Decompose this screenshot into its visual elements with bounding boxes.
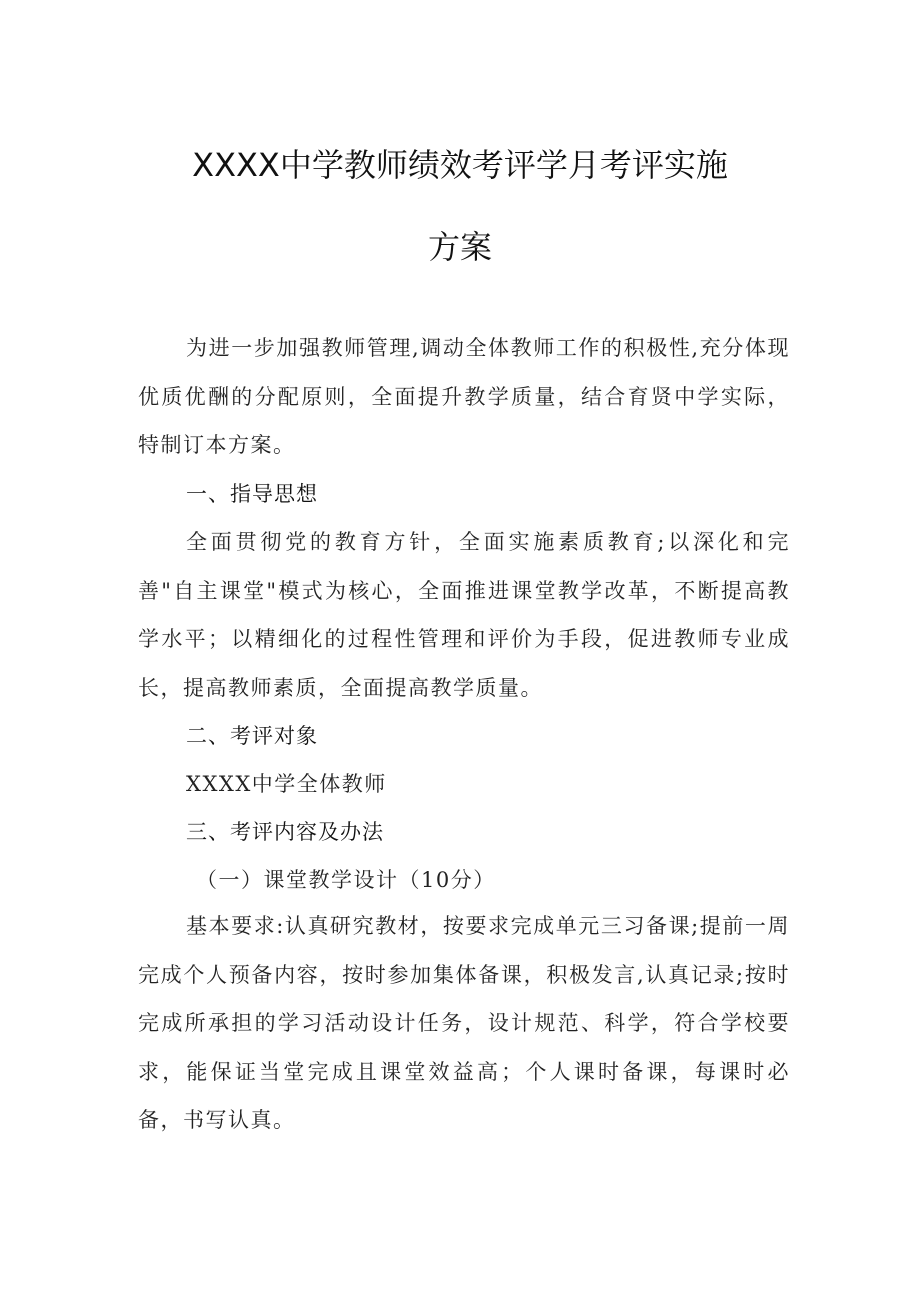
section-3-heading: 三、考评内容及办法 [186,820,384,844]
section-2-heading: 二、考评对象 [186,724,318,748]
document-title-line-2: 方案 [427,228,492,266]
subsection-1-body: 基本要求:认真研究教材，按要求完成单元三习备课;提前一周完成个人预备内容，按时参加集体备课，积极发言,认真记录;按时完成所承担的学习活动设计任务，设计规范、科学，符合学校要求，能保证当堂完成且课堂效益高；个人课时备课，每课时必备，书写认真。 [138,914,790,1132]
document-title-line-1: XXXX中学教师绩效考评学月考评实施 [192,146,728,184]
section-1-body: 全面贯彻党的教育方针，全面实施素质教育;以深化和完善"自主课堂"模式为核心，全面推进课堂教学改革，不断提高教学水平；以精细化的过程性管理和评价为手段，促进教师专业成长，提高教师素质，全面提高教学质量。 [138,530,790,700]
section-1-heading: 一、指导思想 [186,482,318,506]
section-2-body: XXXX中学全体教师 [186,772,387,796]
intro-paragraph: 为进一步加强教师管理,调动全体教师工作的积极性,充分体现优质优酬的分配原则，全面提升教学质量，结合育贤中学实际，特制订本方案。 [138,336,790,457]
subsection-1-heading: （一）课堂教学设计（10分） [196,868,496,892]
